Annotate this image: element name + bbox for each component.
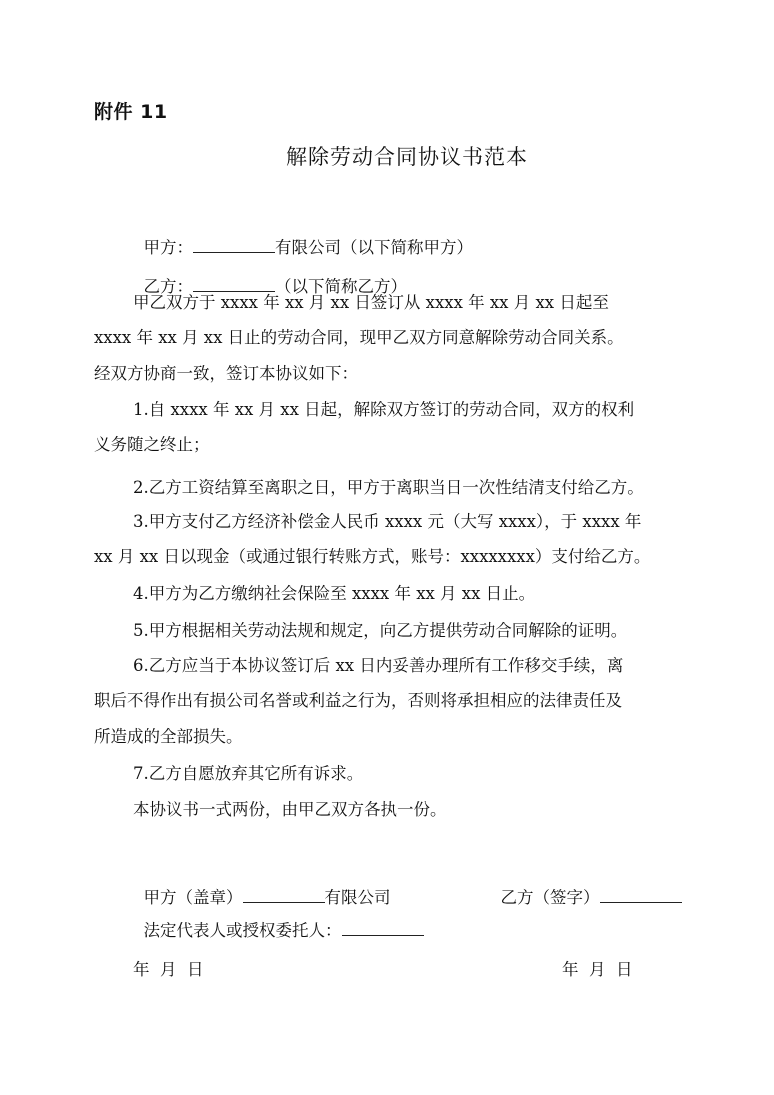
party-a-seal-line	[133, 871, 391, 906]
intro-line: xxxx 年 xx 月 xx 日止的劳动合同，现甲乙双方同意解除劳动合同关系。	[94, 328, 624, 347]
party-a-seal-blank	[243, 888, 325, 903]
clause-line: 6.乙方应当于本协议签订后 xx 日内妥善办理所有工作移交手续，离	[133, 656, 624, 675]
clause-line: 义务随之终止；	[94, 435, 210, 454]
party-b-blank	[193, 277, 275, 292]
clause-line: 4.甲方为乙方缴纳社会保险至 xxxx 年 xx 月 xx 日止。	[133, 584, 536, 603]
date-right: 年 月 日	[562, 960, 633, 979]
party-b-sign-blank	[600, 888, 682, 903]
party-a-seal-prefix: 甲方（盖章）	[143, 887, 243, 907]
clause-line: 2.乙方工资结算至离职之日，甲方于离职当日一次性结清支付给乙方。	[133, 478, 644, 497]
party-a-prefix: 甲方：	[143, 237, 193, 257]
legal-rep-line	[133, 904, 424, 939]
party-a-line	[133, 221, 473, 256]
party-b-sign-prefix: 乙方（签字）	[500, 887, 600, 907]
closing-line: 本协议书一式两份，由甲乙双方各执一份。	[133, 800, 447, 819]
party-b-sign-line	[490, 871, 682, 906]
party-b-suffix: （以下简称乙方）	[275, 276, 407, 296]
document-title: 解除劳动合同协议书范本	[286, 145, 528, 169]
party-b-prefix: 乙方：	[143, 276, 193, 296]
party-a-seal-suffix: 有限公司	[324, 887, 391, 907]
legal-rep-blank	[342, 921, 424, 936]
clause-line: 5.甲方根据相关劳动法规和规定，向乙方提供劳动合同解除的证明。	[133, 621, 628, 640]
date-left: 年 月 日	[133, 960, 204, 979]
clause-line: xx 月 xx 日以现金（或通过银行转账方式，账号：xxxxxxxx）支付给乙方。	[94, 547, 651, 566]
clause-line: 职后不得作出有损公司名誉或利益之行为，否则将承担相应的法律责任及	[94, 691, 622, 710]
party-a-blank	[193, 238, 275, 253]
clause-line: 7.乙方自愿放弃其它所有诉求。	[133, 764, 364, 783]
legal-rep-prefix: 法定代表人或授权委托人：	[143, 920, 342, 940]
clause-line: 所造成的全部损失。	[94, 727, 243, 746]
party-a-suffix: 有限公司（以下简称甲方）	[275, 237, 473, 257]
clause-line: 1.自 xxxx 年 xx 月 xx 日起，解除双方签订的劳动合同，双方的权利	[133, 400, 635, 419]
clause-line: 3.甲方支付乙方经济补偿金人民币 xxxx 元（大写 xxxx），于 xxxx 年	[133, 512, 642, 531]
attachment-label: 附件 11	[94, 101, 168, 123]
intro-line: 经双方协商一致，签订本协议如下：	[94, 364, 358, 383]
intro-line: 甲乙双方于 xxxx 年 xx 月 xx 日签订从 xxxx 年 xx 月 xx 日起至	[133, 293, 609, 312]
party-b-line	[133, 260, 407, 295]
